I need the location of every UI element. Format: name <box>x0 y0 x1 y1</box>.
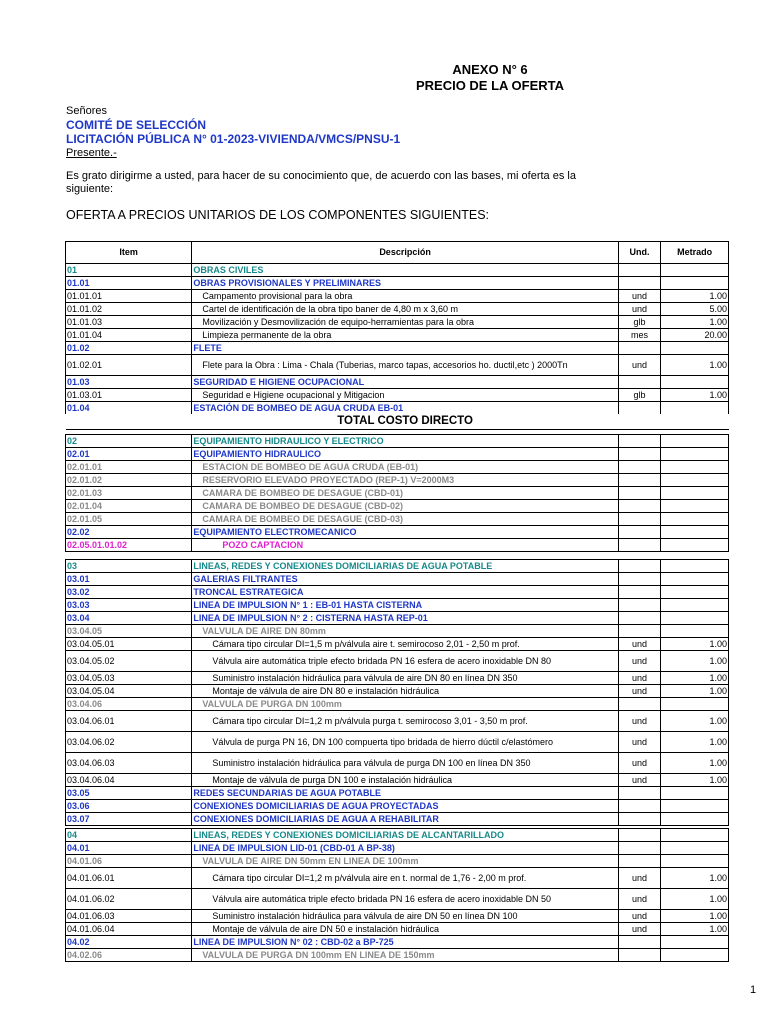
unit-cell: und <box>618 774 660 787</box>
quantity-cell: 1.00 <box>661 923 729 936</box>
quantity-cell <box>661 855 729 868</box>
item-cell: 01.04 <box>66 402 192 415</box>
item-cell: 04.01.06.01 <box>66 868 192 889</box>
item-cell: 04.01 <box>66 842 192 855</box>
table-row <box>66 487 729 500</box>
description-cell: LINEA DE IMPULSION N° 1 : EB-01 HASTA CISTERNA <box>192 599 619 612</box>
description-cell: EQUIPAMIENTO HIDRAULICO <box>192 448 619 461</box>
quantity-cell <box>661 560 729 573</box>
item-cell: 03.05 <box>66 787 192 800</box>
item-cell: 03.04.05.04 <box>66 685 192 698</box>
description-cell: Válvula aire automática triple efecto bridada PN 16 esfera de acero inoxidable DN 50 <box>192 889 619 910</box>
quantity-cell <box>661 612 729 625</box>
unit-cell: und <box>618 753 660 774</box>
description-cell: Suministro instalación hidráulica para válvula de aire DN 80 en línea DN 350 <box>192 672 619 685</box>
price-table-section-02 <box>65 434 729 552</box>
description-cell: TRONCAL ESTRATEGICA <box>192 586 619 599</box>
item-cell: 03.04 <box>66 612 192 625</box>
price-table-section-01 <box>65 241 729 430</box>
quantity-cell <box>661 813 729 826</box>
price-table-section-03 <box>65 559 729 826</box>
item-cell: 03.06 <box>66 800 192 813</box>
item-cell: 01.01.03 <box>66 316 192 329</box>
table-row <box>66 513 729 526</box>
quantity-cell: 1.00 <box>661 672 729 685</box>
item-cell: 01.03.01 <box>66 389 192 402</box>
unit-cell: mes <box>618 329 660 342</box>
item-cell: 04.01.06 <box>66 855 192 868</box>
unit-cell: glb <box>618 316 660 329</box>
table-row <box>66 868 729 889</box>
table-row <box>66 539 729 552</box>
total-direct-cost-label: TOTAL COSTO DIRECTO <box>192 414 619 430</box>
table-row <box>66 303 729 316</box>
item-cell: 04.02 <box>66 936 192 949</box>
description-cell: LINEAS, REDES Y CONEXIONES DOMICILIARIAS DE ALCANTARILLADO <box>192 829 619 842</box>
table-row <box>66 316 729 329</box>
quantity-cell <box>661 264 729 277</box>
description-cell: LINEAS, REDES Y CONEXIONES DOMICILIARIAS DE AGUA POTABLE <box>192 560 619 573</box>
item-cell: 03.01 <box>66 573 192 586</box>
quantity-cell <box>661 842 729 855</box>
description-cell: LINEA DE IMPULSION LID-01 (CBD-01 A BP-38) <box>192 842 619 855</box>
quantity-cell <box>661 936 729 949</box>
description-cell: Cámara tipo circular DI=1,5 m p/válvula aire t. semirocoso 2,01 - 2,50 m prof. <box>192 638 619 651</box>
table-row <box>66 560 729 573</box>
unit-cell <box>618 264 660 277</box>
table-row <box>66 842 729 855</box>
description-cell: FLETE <box>192 342 619 355</box>
unit-cell: und <box>618 651 660 672</box>
quantity-cell <box>661 586 729 599</box>
quantity-cell <box>661 376 729 389</box>
table-row <box>66 829 729 842</box>
unit-cell: und <box>618 923 660 936</box>
quantity-cell: 1.00 <box>661 389 729 402</box>
unit-cell <box>618 435 660 448</box>
description-cell: EQUIPAMIENTO ELECTROMECANICO <box>192 526 619 539</box>
annex-number: ANEXO N° 6 <box>452 62 528 77</box>
item-cell: 02.05.01.01.02 <box>66 539 192 552</box>
unit-cell: und <box>618 685 660 698</box>
unit-cell <box>618 513 660 526</box>
table-row <box>66 586 729 599</box>
description-cell: Suministro instalación hidráulica para válvula de purga DN 100 en línea DN 350 <box>192 753 619 774</box>
page-number: 1 <box>750 984 757 996</box>
table-row <box>66 342 729 355</box>
column-header-quantity: Metrado <box>661 242 729 264</box>
table-row <box>66 711 729 732</box>
unit-cell <box>618 813 660 826</box>
quantity-cell <box>661 402 729 415</box>
quantity-cell <box>661 949 729 962</box>
item-cell: 01.03 <box>66 376 192 389</box>
unit-cell: glb <box>618 389 660 402</box>
description-cell: Campamento provisional para la obra <box>192 290 619 303</box>
item-cell: 02.01.03 <box>66 487 192 500</box>
item-cell: 02.01.05 <box>66 513 192 526</box>
column-header-item: Item <box>66 242 192 264</box>
table-row <box>66 573 729 586</box>
table-row <box>66 376 729 389</box>
quantity-cell <box>661 526 729 539</box>
unit-cell <box>618 829 660 842</box>
unit-cell: und <box>618 290 660 303</box>
table-row <box>66 651 729 672</box>
item-cell: 03 <box>66 560 192 573</box>
quantity-cell <box>661 487 729 500</box>
unit-cell <box>618 376 660 389</box>
quantity-cell <box>661 539 729 552</box>
quantity-cell <box>661 787 729 800</box>
description-cell: Montaje de válvula de aire DN 50 e instalación hidráulica <box>192 923 619 936</box>
table-row <box>66 949 729 962</box>
quantity-cell: 1.00 <box>661 316 729 329</box>
description-cell: SEGURIDAD E HIGIENE OCUPACIONAL <box>192 376 619 389</box>
unit-cell: und <box>618 889 660 910</box>
table-row <box>66 732 729 753</box>
unit-cell <box>618 342 660 355</box>
description-cell: Flete para la Obra : Lima - Chala (Tuberias, marco tapas, accesorios ho. ductil,etc ) 2000Tn <box>192 355 619 376</box>
item-cell: 03.03 <box>66 599 192 612</box>
quantity-cell <box>661 625 729 638</box>
table-row <box>66 800 729 813</box>
item-cell: 03.04.06.03 <box>66 753 192 774</box>
description-cell: REDES SECUNDARIAS DE AGUA POTABLE <box>192 787 619 800</box>
description-cell: CAMARA DE BOMBEO DE DESAGUE (CBD-01) <box>192 487 619 500</box>
unit-cell <box>618 487 660 500</box>
table-row <box>66 448 729 461</box>
description-cell: Movilización y Desmovilización de equipo-herramientas para la obra <box>192 316 619 329</box>
quantity-cell: 1.00 <box>661 290 729 303</box>
unit-cell <box>618 573 660 586</box>
item-cell: 04.01.06.02 <box>66 889 192 910</box>
item-cell: 04.02.06 <box>66 949 192 962</box>
description-cell: VALVULA DE PURGA DN 100mm EN LINEA DE 150mm <box>192 949 619 962</box>
description-cell: VALVULA DE AIRE DN 50mm EN LINEA DE 100mm <box>192 855 619 868</box>
column-header-unit: Und. <box>618 242 660 264</box>
unit-cell <box>618 949 660 962</box>
table-row <box>66 638 729 651</box>
item-cell: 02.01.02 <box>66 474 192 487</box>
unit-cell <box>618 599 660 612</box>
description-cell: LINEA DE IMPULSION N° 2 : CISTERNA HASTA REP-01 <box>192 612 619 625</box>
quantity-cell: 5.00 <box>661 303 729 316</box>
item-cell: 03.04.06.04 <box>66 774 192 787</box>
description-cell: RESERVORIO ELEVADO PROYECTADO (REP-1) V=2000M3 <box>192 474 619 487</box>
description-cell: Cartel de identificación de la obra tipo baner de 4,80 m x 3,60 m <box>192 303 619 316</box>
item-cell: 02.01.01 <box>66 461 192 474</box>
unit-cell: und <box>618 910 660 923</box>
quantity-cell: 1.00 <box>661 732 729 753</box>
description-cell: CAMARA DE BOMBEO DE DESAGUE (CBD-03) <box>192 513 619 526</box>
unit-cell: und <box>618 355 660 376</box>
description-cell: CONEXIONES DOMICILIARIAS DE AGUA A REHABILITAR <box>192 813 619 826</box>
description-cell: Válvula de purga PN 16, DN 100 compuerta tipo bridada de hierro dúctil c/elastómero <box>192 732 619 753</box>
description-cell: OBRAS PROVISIONALES Y PRELIMINARES <box>192 277 619 290</box>
intro-paragraph: Es grato dirigirme a usted, para hacer de su conocimiento que, de acuerdo con las bases, mi oferta es la siguiente: <box>66 170 576 195</box>
presente-label: Presente.- <box>66 147 117 159</box>
item-cell: 01.02 <box>66 342 192 355</box>
quantity-cell <box>661 599 729 612</box>
table-row <box>66 355 729 376</box>
table-row <box>66 813 729 826</box>
quantity-cell: 1.00 <box>661 753 729 774</box>
unit-cell: und <box>618 638 660 651</box>
description-cell: CAMARA DE BOMBEO DE DESAGUE (CBD-02) <box>192 500 619 513</box>
quantity-cell <box>661 342 729 355</box>
unit-cell <box>618 842 660 855</box>
table-row <box>66 526 729 539</box>
table-row <box>66 474 729 487</box>
item-cell: 02 <box>66 435 192 448</box>
table-row <box>66 787 729 800</box>
item-cell: 01.01 <box>66 277 192 290</box>
table-row <box>66 672 729 685</box>
table-row <box>66 461 729 474</box>
table-row <box>66 402 729 415</box>
item-cell: 04 <box>66 829 192 842</box>
item-cell: 03.02 <box>66 586 192 599</box>
unit-cell <box>618 526 660 539</box>
table-row <box>66 685 729 698</box>
description-cell: Montaje de válvula de aire DN 80 e instalación hidráulica <box>192 685 619 698</box>
unit-cell: und <box>618 711 660 732</box>
item-cell: 01.01.04 <box>66 329 192 342</box>
item-cell: 02.01 <box>66 448 192 461</box>
item-cell: 03.04.05 <box>66 625 192 638</box>
item-cell: 03.04.06 <box>66 698 192 711</box>
column-header-description: Descripción <box>192 242 619 264</box>
table-header-row <box>66 242 729 264</box>
description-cell: VALVULA DE AIRE DN 80mm <box>192 625 619 638</box>
item-cell: 02.01.04 <box>66 500 192 513</box>
description-cell: Cámara tipo circular DI=1,2 m p/válvula purga t. semirocoso 3,01 - 3,50 m prof. <box>192 711 619 732</box>
quantity-cell: 1.00 <box>661 711 729 732</box>
table-row <box>66 329 729 342</box>
table-row <box>66 389 729 402</box>
description-cell: Seguridad e Higiene ocupacional y Mitigacion <box>192 389 619 402</box>
table-row <box>66 290 729 303</box>
table-row <box>66 625 729 638</box>
item-cell: 03.04.05.01 <box>66 638 192 651</box>
unit-cell <box>618 539 660 552</box>
quantity-cell: 1.00 <box>661 355 729 376</box>
quantity-cell <box>661 448 729 461</box>
table-row <box>66 936 729 949</box>
quantity-cell: 1.00 <box>661 651 729 672</box>
quantity-cell <box>661 573 729 586</box>
item-cell: 04.01.06.03 <box>66 910 192 923</box>
quantity-cell <box>661 698 729 711</box>
description-cell: LINEA DE IMPULSION N° 02 : CBD-02 a BP-725 <box>192 936 619 949</box>
table-row <box>66 435 729 448</box>
item-cell: 01.01.01 <box>66 290 192 303</box>
item-cell: 02.02 <box>66 526 192 539</box>
item-cell: 01.01.02 <box>66 303 192 316</box>
unit-cell <box>618 402 660 415</box>
description-cell: Cámara tipo circular DI=1,2 m p/válvula aire en t. normal de 1,76 - 2,00 m prof. <box>192 868 619 889</box>
description-cell: Limpieza permanente de la obra <box>192 329 619 342</box>
table-row <box>66 599 729 612</box>
unit-cell: und <box>618 303 660 316</box>
table-row <box>66 889 729 910</box>
description-cell: OBRAS CIVILES <box>192 264 619 277</box>
item-cell: 01 <box>66 264 192 277</box>
item-cell: 03.04.05.03 <box>66 672 192 685</box>
quantity-cell <box>661 829 729 842</box>
unit-cell <box>618 612 660 625</box>
quantity-cell <box>661 277 729 290</box>
quantity-cell <box>661 500 729 513</box>
unit-cell <box>618 855 660 868</box>
table-row <box>66 774 729 787</box>
description-cell: ESTACION DE BOMBEO DE AGUA CRUDA (EB-01) <box>192 461 619 474</box>
quantity-cell: 1.00 <box>661 868 729 889</box>
description-cell: CONEXIONES DOMICILIARIAS DE AGUA PROYECTADAS <box>192 800 619 813</box>
table-row <box>66 698 729 711</box>
quantity-cell <box>661 513 729 526</box>
unit-cell <box>618 586 660 599</box>
quantity-cell: 20.00 <box>661 329 729 342</box>
description-cell: Suministro instalación hidráulica para válvula de aire DN 50 en línea DN 100 <box>192 910 619 923</box>
description-cell: EQUIPAMIENTO HIDRAULICO Y ELECTRICO <box>192 435 619 448</box>
unit-cell <box>618 448 660 461</box>
unit-cell: und <box>618 672 660 685</box>
table-row <box>66 855 729 868</box>
unit-cell <box>618 787 660 800</box>
quantity-cell: 1.00 <box>661 889 729 910</box>
offer-heading: OFERTA A PRECIOS UNITARIOS DE LOS COMPONENTES SIGUIENTES: <box>66 208 489 222</box>
unit-cell <box>618 500 660 513</box>
quantity-cell <box>661 800 729 813</box>
table-row <box>66 264 729 277</box>
description-cell: Válvula aire automática triple efecto bridada PN 16 esfera de acero inoxidable DN 80 <box>192 651 619 672</box>
tender-reference: LICITACIÓN PÚBLICA N° 01-2023-VIVIENDA/VMCS/PNSU-1 <box>66 132 401 146</box>
unit-cell <box>618 277 660 290</box>
item-cell: 01.02.01 <box>66 355 192 376</box>
quantity-cell: 1.00 <box>661 685 729 698</box>
price-table-section-04 <box>65 828 729 962</box>
item-cell: 03.04.06.01 <box>66 711 192 732</box>
unit-cell <box>618 800 660 813</box>
item-cell: 03.04.05.02 <box>66 651 192 672</box>
unit-cell <box>618 625 660 638</box>
description-cell: POZO CAPTACION <box>192 539 619 552</box>
description-cell: VALVULA DE PURGA DN 100mm <box>192 698 619 711</box>
item-cell: 04.01.06.04 <box>66 923 192 936</box>
unit-cell: und <box>618 868 660 889</box>
table-row <box>66 923 729 936</box>
salutation: Señores <box>66 105 107 117</box>
unit-cell <box>618 936 660 949</box>
total-row <box>66 414 729 430</box>
table-row <box>66 277 729 290</box>
quantity-cell <box>661 435 729 448</box>
unit-cell <box>618 560 660 573</box>
unit-cell <box>618 698 660 711</box>
unit-cell: und <box>618 732 660 753</box>
table-row <box>66 612 729 625</box>
table-row <box>66 753 729 774</box>
description-cell: GALERIAS FILTRANTES <box>192 573 619 586</box>
item-cell: 03.04.06.02 <box>66 732 192 753</box>
unit-cell <box>618 461 660 474</box>
quantity-cell: 1.00 <box>661 910 729 923</box>
quantity-cell <box>661 461 729 474</box>
item-cell: 03.07 <box>66 813 192 826</box>
committee-name: COMITÉ DE SELECCIÓN <box>66 118 207 132</box>
quantity-cell: 1.00 <box>661 774 729 787</box>
table-row <box>66 500 729 513</box>
table-row <box>66 910 729 923</box>
quantity-cell <box>661 474 729 487</box>
unit-cell <box>618 474 660 487</box>
description-cell: ESTACIÓN DE BOMBEO DE AGUA CRUDA EB-01 <box>192 402 619 415</box>
description-cell: Montaje de válvula de purga DN 100 e instalación hidráulica <box>192 774 619 787</box>
document-title: PRECIO DE LA OFERTA <box>415 78 565 93</box>
quantity-cell: 1.00 <box>661 638 729 651</box>
